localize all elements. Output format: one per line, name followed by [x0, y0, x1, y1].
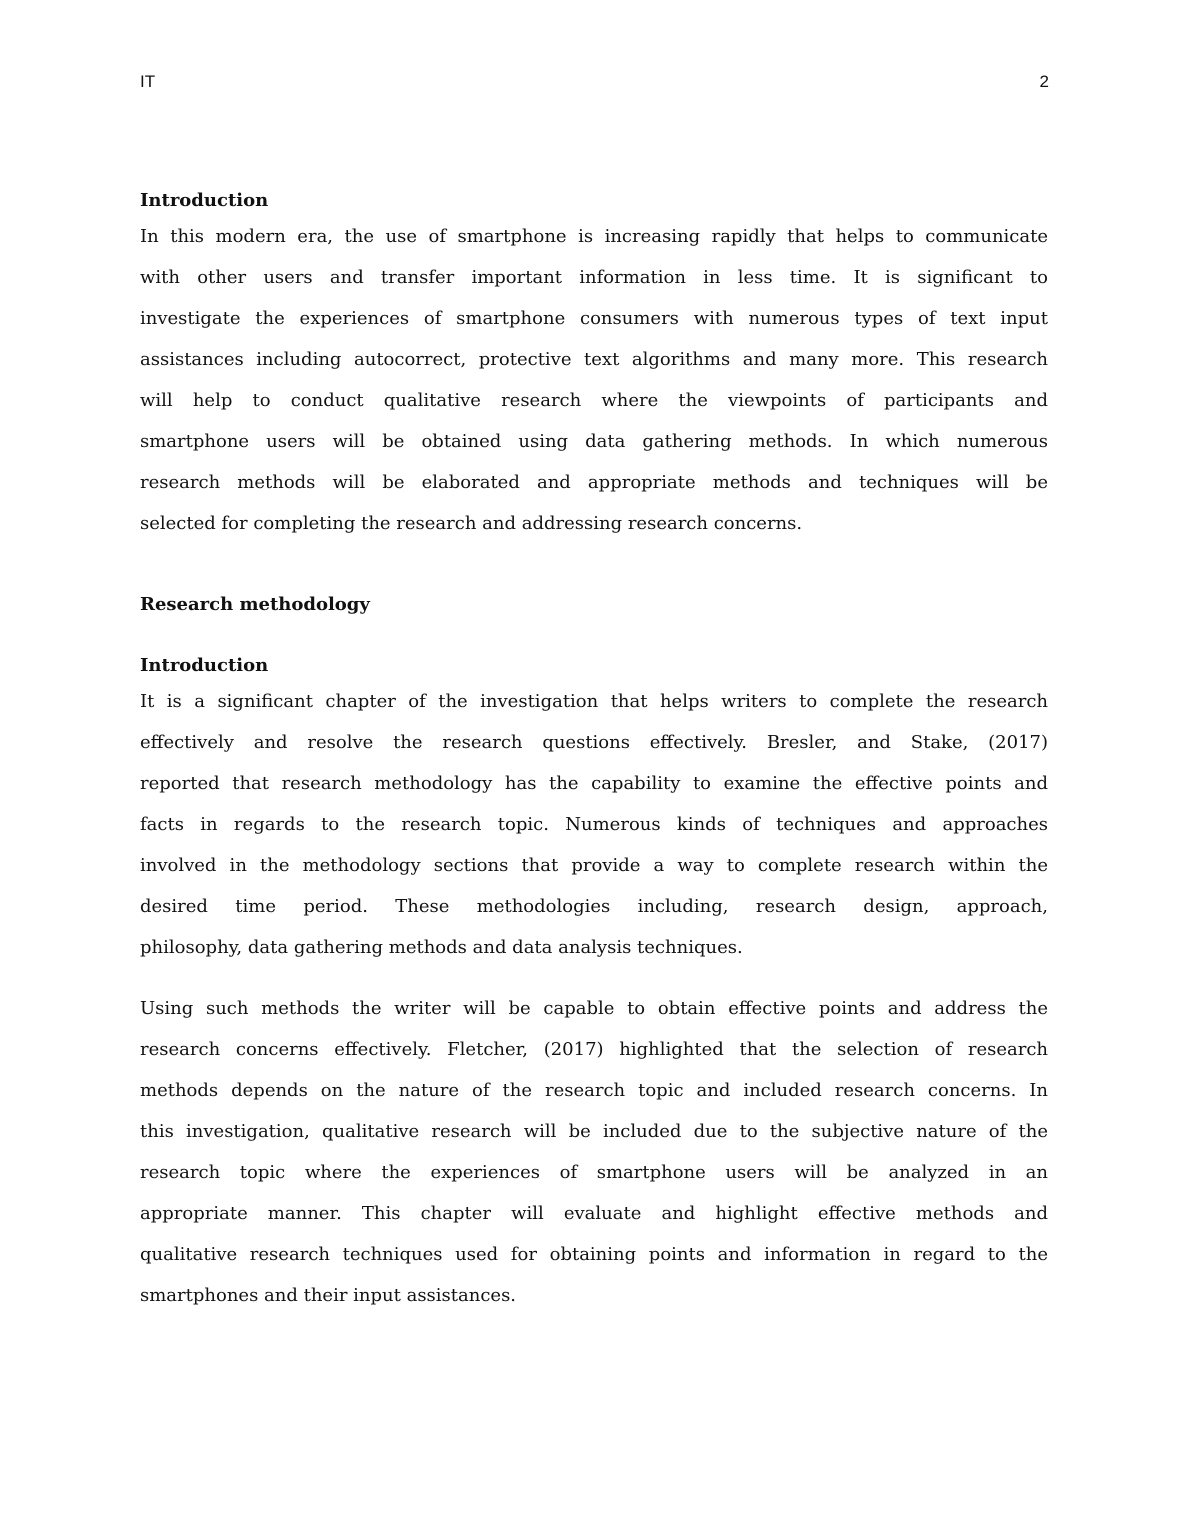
text-line: selected for completing the research and addressing research concerns. [140, 513, 803, 534]
text-line: research topic where the experiences of smartphone users will be analyzed in an [140, 1162, 1048, 1183]
text-line: appropriate manner. This chapter will evaluate and highlight effective methods and [140, 1203, 1048, 1224]
text-line: investigate the experiences of smartphone consumers with numerous types of text input [140, 308, 1048, 329]
section-heading: Introduction [140, 190, 269, 211]
text-line: involved in the methodology sections that provide a way to complete research within the [140, 855, 1048, 876]
text-line: desired time period. These methodologies including, research design, approach, [140, 896, 1048, 917]
section-heading: Introduction [140, 655, 269, 676]
text-line: will help to conduct qualitative research where the viewpoints of participants and [140, 390, 1048, 411]
text-line: this investigation, qualitative research will be included due to the subjective nature of the [140, 1121, 1048, 1142]
text-line: qualitative research techniques used for obtaining points and information in regard to the [140, 1244, 1048, 1265]
paragraph [140, 988, 1048, 1316]
text-line: smartphone users will be obtained using data gathering methods. In which numerous [140, 431, 1048, 452]
text-line: In this modern era, the use of smartphone is increasing rapidly that helps to communicate [140, 226, 1048, 247]
text-line: effectively and resolve the research questions effectively. Bresler, and Stake, (2017) [140, 732, 1048, 753]
section-heading: Research methodology [140, 594, 370, 615]
text-line: Using such methods the writer will be capable to obtain effective points and address the [140, 998, 1048, 1019]
document-body [140, 185, 1048, 1316]
text-line: research concerns effectively. Fletcher, (2017) highlighted that the selection of research [140, 1039, 1048, 1060]
text-line: It is a significant chapter of the investigation that helps writers to complete the research [140, 691, 1048, 712]
running-header: IT [140, 72, 156, 91]
text-line: reported that research methodology has the capability to examine the effective points and [140, 773, 1048, 794]
text-line: research methods will be elaborated and appropriate methods and techniques will be [140, 472, 1048, 493]
text-line: assistances including autocorrect, protective text algorithms and many more. This research [140, 349, 1048, 370]
text-line: methods depends on the nature of the research topic and included research concerns. In [140, 1080, 1048, 1101]
paragraph [140, 216, 1048, 544]
text-line: smartphones and their input assistances. [140, 1285, 517, 1306]
text-line: philosophy, data gathering methods and data analysis techniques. [140, 937, 743, 958]
page-number: 2 [1039, 72, 1049, 91]
text-line: with other users and transfer important information in less time. It is significant to [140, 267, 1048, 288]
text-line: facts in regards to the research topic. Numerous kinds of techniques and approaches [140, 814, 1048, 835]
paragraph [140, 681, 1048, 968]
